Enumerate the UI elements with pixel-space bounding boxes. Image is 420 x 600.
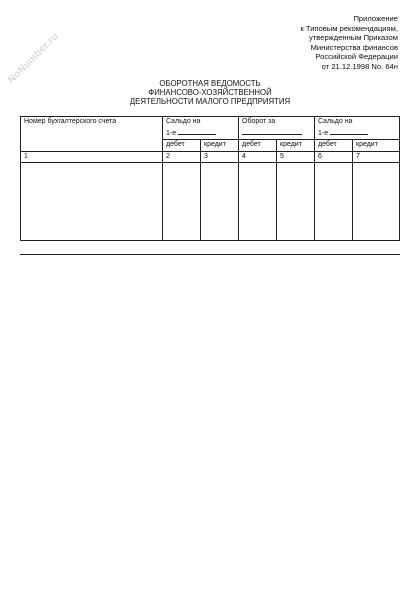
- title-line: ФИНАНСОВО-ХОЗЯЙСТВЕННОЙ: [148, 88, 272, 98]
- opening-credit-header: кредит: [201, 140, 239, 152]
- opening-balance-header: [163, 117, 239, 140]
- column-number: 7: [353, 151, 400, 163]
- appendix-line: Приложение: [353, 14, 398, 23]
- closing-credit-header: кредит: [353, 140, 400, 152]
- title-line: ОБОРОТНАЯ ВЕДОМОСТЬ: [159, 79, 261, 88]
- watermark: NoNumber.ru: [6, 30, 61, 86]
- closing-balance-prefix: 1-е: [318, 129, 329, 137]
- turnover-period-blank: [242, 127, 302, 135]
- turnover-debit-cell[interactable]: [239, 163, 277, 241]
- appendix-line: к Типовым рекомендациям,: [300, 23, 398, 33]
- appendix-line: от 21.12.1998 No. 64н: [321, 61, 398, 71]
- column-number: 5: [277, 151, 315, 163]
- opening-debit-header: дебет: [163, 140, 201, 152]
- separator-line: [20, 254, 400, 255]
- turnover-credit-header: кредит: [277, 140, 315, 152]
- opening-balance-prefix: 1-е: [166, 129, 177, 137]
- appendix-line: утвержденным Приказом: [309, 33, 398, 43]
- column-number: 4: [239, 151, 277, 163]
- closing-date-blank: [330, 127, 368, 135]
- account-number-header: Номер бухгалтерского счета: [21, 117, 163, 152]
- turnover-header: [239, 117, 315, 140]
- turnover-sheet-table: [20, 116, 400, 241]
- closing-balance-label: Сальдо на: [318, 118, 353, 125]
- opening-date-blank: [178, 127, 216, 135]
- turnover-label: Оборот за: [242, 118, 276, 125]
- document-title: [0, 79, 420, 107]
- column-number: 3: [201, 151, 239, 163]
- title-line: ДЕЯТЕЛЬНОСТИ МАЛОГО ПРЕДПРИЯТИЯ: [129, 97, 291, 107]
- appendix-note: [228, 14, 398, 72]
- column-number: 2: [163, 151, 201, 163]
- turnover-debit-header: дебет: [239, 140, 277, 152]
- column-number: 6: [315, 151, 353, 163]
- closing-balance-header: [315, 117, 400, 140]
- column-number: 1: [21, 151, 163, 163]
- account-entry-cell[interactable]: [21, 163, 163, 241]
- appendix-line: Российской Федерации: [315, 52, 398, 62]
- turnover-credit-cell[interactable]: [277, 163, 315, 241]
- appendix-line: Министерства финансов: [310, 42, 398, 52]
- closing-debit-header: дебет: [315, 140, 353, 152]
- closing-credit-cell[interactable]: [353, 163, 400, 241]
- opening-balance-label: Сальдо на: [166, 118, 201, 125]
- opening-debit-cell[interactable]: [163, 163, 201, 241]
- opening-credit-cell[interactable]: [201, 163, 239, 241]
- closing-debit-cell[interactable]: [315, 163, 353, 241]
